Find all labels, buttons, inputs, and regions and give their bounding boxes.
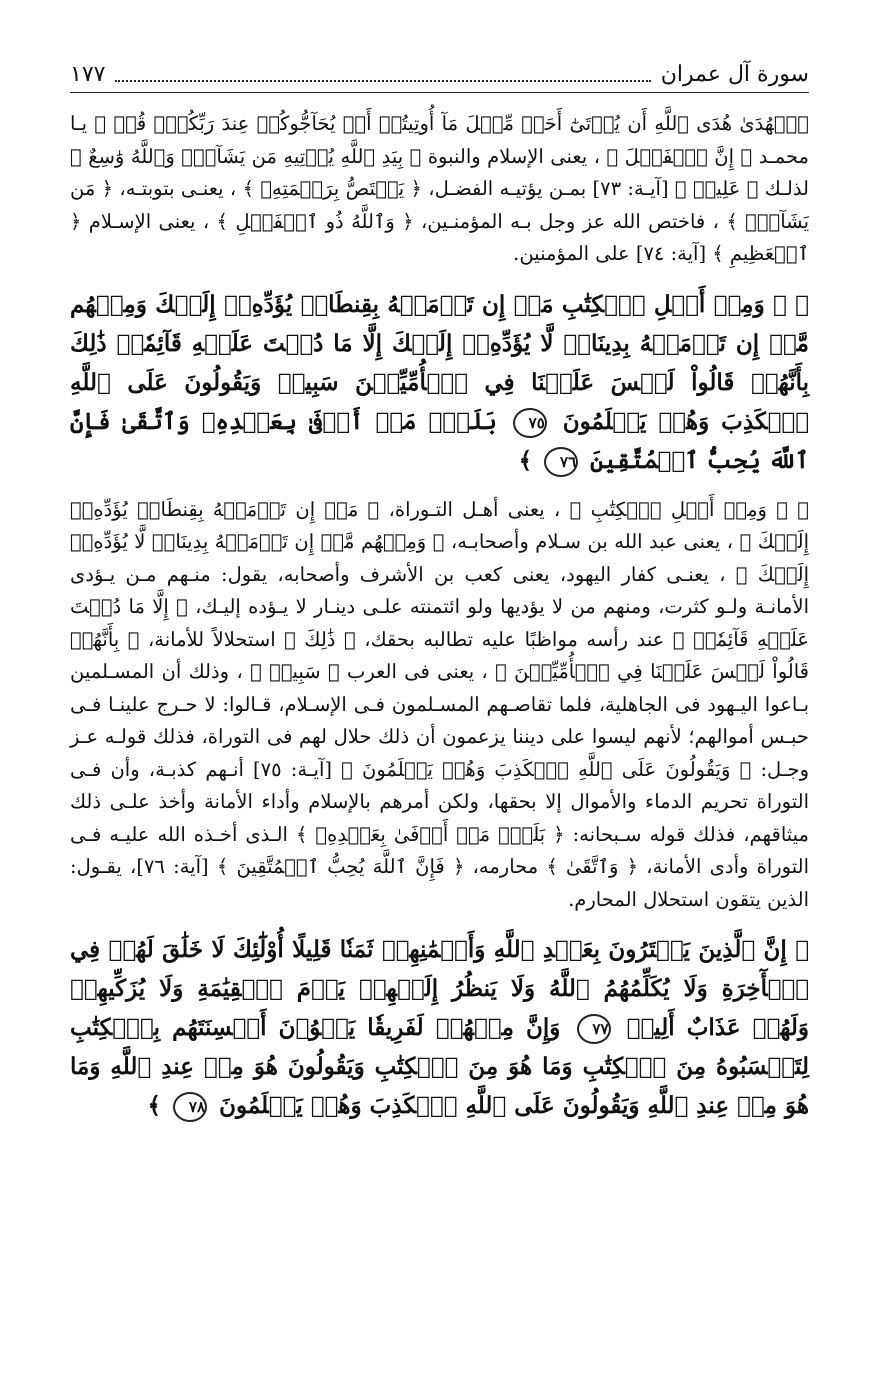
verse-75-text: ﴿ ۞ وَمِنۡ أَهۡلِ ٱلۡكِتَٰبِ مَنۡ إِن تَأۡمَنۡهُ بِقِنطَارٖ يُؤَدِّهِۦٓ إِلَيۡكَ وَمِنۡهُم مَّنۡ إِن تَأۡمَنۡهُ بِدِينَارٖ لَّا يُؤَدِّهِۦٓ إِلَيۡكَ إِلَّا مَا دُمۡتَ عَلَيۡهِ قَآئِمٗاۗ ذَٰلِكَ بِأَنَّهُمۡ قَالُواْ لَيۡسَ عَلَيۡنَا فِي ٱلۡأُمِّيِّـۧنَ سَبِيلٞ وَيَقُولُونَ عَلَى ٱللَّهِ ٱلۡكَذِبَ وَهُمۡ يَعۡلَمُونَ (70, 290, 809, 435)
commentary-paragraph-2: ﴿ ۞ وَمِنۡ أَهۡلِ ٱلۡكِتَٰبِ ﴾ ، يعنى أهـل التـوراة، ﴿ مَنۡ إِن تَأۡمَنۡهُ بِقِنطَارٖ يُؤَدِّهِۦٓ إِلَيۡكَ ﴾ ، يعنى عبد الله بن سـلام وأصحابـه، ﴿ وَمِنۡهُم مَّنۡ إِن تَأۡمَنۡهُ بِدِينَارٖ لَّا يُؤَدِّهِۦٓ إِلَيۡكَ ﴾ ، يعنـى كفار اليهود، يعنى كعب بن الأشرف وأصحابه، يقول: منـهم مـن يـؤدى الأمانـة ولـو كثرت، ومنهم من لا يؤديها ولو ائتمنته علـى دينـار لا يـؤده إليـك، ﴿ إِلَّا مَا دُمۡتَ عَلَيۡهِ قَآئِمٗاۗ ﴾ عند رأسه مواظبًا عليه تطالبه بحقك، ﴿ ذَٰلِكَ ﴾ استحلالاً للأمانة، ﴿ بِأَنَّهُمۡ قَالُواْ لَيۡسَ عَلَيۡنَا فِي ٱلۡأُمِّيِّـۧنَ ﴾ ، يعنى فى العرب ﴿ سَبِيلٞ ﴾ ، وذلك أن المسـلمين بـاعوا اليـهود فى الجاهلية، فلما تقاصـهم المسـلمون فـى الإسـلام، قـالوا: لا حـرج علينـا فـى حبـس أموالهم؛ لأنهم ليسوا على ديننا يزعمون أن ذلك حلال لهم فى التوراة، فذلك قولـه عـز وجـل: ﴿ وَيَقُولُونَ عَلَى ٱللَّهِ ٱلۡكَذِبَ وَهُمۡ يَعۡلَمُونَ ﴾ [آيـة: ٧٥] أنـهم كذبـة، وأن فـى التوراة تحريم الدماء والأموال إلا بحقها، ولكن أمرهم بالإسلام وأداء الأمانة وأخذ علـى ذلك ميثاقهم، فذلك قوله سـبحانه: ﴿ بَلَىٰۚ مَنۡ أَوۡفَىٰ بِعَهۡدِهِۦ ﴾ الـذى أخـذه الله عليـه فـى التوراة وأدى الأمانة، ﴿ وَٱتَّقَىٰ ﴾ محارمه، ﴿ فَإِنَّ ٱللَّهَ يُحِبُّ ٱلۡمُتَّقِينَ ﴾ [آية: ٧٦]، يقـول: الذين يتقون استحلال المحارم. (70, 497, 809, 911)
verse-78-text: وَإِنَّ مِنۡهُمۡ لَفَرِيقٗا يَلۡوُۥنَ أَلۡسِنَتَهُم بِٱلۡكِتَٰبِ لِتَحۡسَبُوهُ مِنَ ٱلۡكِتَٰبِ وَمَا هُوَ مِنَ ٱلۡكِتَٰبِ وَيَقُولُونَ هُوَ مِنۡ عِندِ ٱللَّهِ وَمَا هُوَ مِنۡ عِندِ ٱللَّهِ وَيَقُولُونَ عَلَى ٱللَّهِ ٱلۡكَذِبَ وَهُمۡ يَعۡلَمُونَ (70, 1014, 809, 1119)
verse-block-1-close: ﴾ (518, 446, 533, 474)
header-rule (70, 92, 809, 93)
dotted-leader (115, 80, 650, 82)
verse-number-78: ٧٨ (173, 1092, 207, 1122)
verse-77-text: ﴿ إِنَّ ٱلَّذِينَ يَشۡتَرُونَ بِعَهۡدِ ٱللَّهِ وَأَيۡمَٰنِهِمۡ ثَمَنٗا قَلِيلًا أُوْلَٰٓئِكَ لَا خَلَٰقَ لَهُمۡ فِي ٱلۡأٓخِرَةِ وَلَا يُكَلِّمُهُمُ ٱللَّهُ وَلَا يَنظُرُ إِلَيۡهِمۡ يَوۡمَ ٱلۡقِيَٰمَةِ وَلَا يُزَكِّيهِمۡ وَلَهُمۡ عَذَابٌ أَلِيمٞ (70, 936, 809, 1041)
page-number: ١٧٧ (70, 62, 106, 87)
commentary-paragraph-1: ٱلۡهُدَىٰ هُدَى ٱللَّهِ أَن يُؤۡتَىٰٓ أَحَدٞ مِّثۡلَ مَآ أُوتِيتُمۡ أَوۡ يُحَآجُّوكُمۡ عِندَ رَبِّكُمۡۗ قُلۡ ﴾ يـا محمـد ﴿ إِنَّ ٱلۡفَضۡلَ ﴾ ، يعنى الإسلام والنبوة ﴿ بِيَدِ ٱللَّهِ يُؤۡتِيهِ مَن يَشَآءُۗ وَٱللَّهُ وَٰسِعٌ ﴾ لذلـك ﴿ عَلِيمٞ ﴾ [آيـة: ٧٣] بمـن يؤتيـه الفضـل، ﴿ يَخۡتَصُّ بِرَحۡمَتِهِۦ ﴾ ، يعنـى بتوبتـه، ﴿ مَن يَشَآءُۗ ﴾ ، فاختص الله عز وجل بـه المؤمنـين، ﴿ وَٱللَّهُ ذُو ٱلۡفَضۡلِ ﴾ ، يعنى الإسـلام ﴿ ٱلۡعَظِيمِ ﴾ [آية: ٧٤] على المؤمنين. (70, 112, 809, 265)
surah-title: سورة آل عمران (660, 62, 809, 87)
verse-number-76: ٧٦ (544, 447, 578, 477)
verse-number-77: ٧٧ (577, 1014, 611, 1044)
verse-number-75: ٧٥ (513, 408, 547, 438)
verse-block-2-close: ﴾ (147, 1092, 162, 1119)
quran-verse-block-2 (70, 930, 809, 1125)
verse-76-text: بَلَىٰۚ مَنۡ أَوۡفَىٰ بِعَهۡدِهِۦ وَٱتَّقَىٰ فَإِنَّ ٱللَّهَ يُحِبُّ ٱلۡمُتَّقِينَ (70, 407, 809, 474)
page-header (70, 58, 809, 88)
quran-verse-block-1 (70, 285, 809, 480)
page-content (70, 108, 809, 1139)
